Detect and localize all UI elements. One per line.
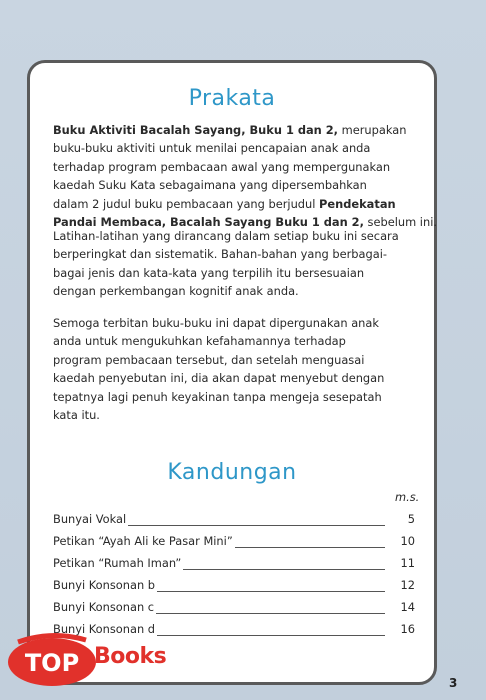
paragraph-line: terhadap program pembacaan awal yang mempergunakan (53, 159, 391, 174)
paragraph-line: anda untuk mengukuhkan kefahamannya terhadap (53, 334, 346, 349)
topbooks-logo (6, 628, 206, 688)
logo-top-text: TOP (24, 649, 80, 677)
book-title-bold: Pendekatan (319, 196, 396, 211)
prakata-heading: Prakata (188, 86, 276, 111)
page-number: 3 (449, 676, 458, 690)
prakata-paragraph-3 (53, 314, 429, 424)
book-title-bold: Buku Aktiviti Bacalah Sayang, Buku 1 dan 2, (53, 123, 339, 137)
toc-entry-title: Bunyai Vokal (53, 512, 127, 526)
table-of-contents (53, 512, 415, 644)
paragraph-line: bagai jenis dan kata-kata yang terpilih itu bersesuaian (53, 265, 365, 280)
prakata-paragraph-1 (53, 121, 437, 231)
toc-entry-page: 5 (407, 512, 415, 526)
paragraph-line: kaedah Suku Kata sebagaimana yang dipersembahkan (53, 178, 367, 193)
toc-row[interactable] (53, 556, 415, 578)
top-logo-icon (6, 628, 98, 688)
paragraph-line: tepatnya lagi penuh keyakinan tanpa mengeja sesepatah (53, 389, 382, 404)
paragraph-line: kaedah penyebutan ini, dia akan dapat menyebut dengan (53, 371, 385, 386)
paragraph-line: buku-buku aktiviti untuk menilai pencapaian anak anda (53, 141, 371, 156)
book-title-bold: Pandai Membaca, Bacalah Sayang Buku 1 dan 2, (53, 215, 364, 230)
paragraph-line: Semoga terbitan buku-buku ini dapat dipergunakan anak (53, 316, 379, 330)
paragraph-line (53, 195, 429, 213)
line-text: merupakan (338, 123, 407, 137)
line-text: dalam 2 judul buku pembacaan yang berjudul (53, 196, 320, 211)
kandungan-heading: Kandungan (167, 460, 297, 485)
toc-entry-title: Bunyi Konsonan b (53, 578, 156, 592)
paragraph-line: berperingkat dan sistematik. Bahan-bahan yang berbagai- (53, 247, 388, 262)
paragraph-line: dengan perkembangan kognitif anak anda. (53, 284, 299, 299)
toc-row[interactable] (53, 578, 415, 600)
prakata-paragraph-2 (53, 227, 429, 301)
logo-books-text: Books (94, 644, 167, 669)
toc-entry-title: Bunyi Konsonan c (53, 600, 155, 614)
toc-entry-title: Bunyi Konsonan d (53, 622, 156, 636)
toc-entry-title: Petikan “Rumah Iman” (53, 556, 182, 570)
paragraph-line: kata itu. (53, 408, 100, 423)
page-column-label: m.s. (395, 490, 420, 504)
toc-entry-page: 14 (400, 600, 415, 614)
toc-row[interactable] (53, 600, 415, 622)
paragraph-line: program pembacaan tersebut, dan setelah menguasai (53, 352, 365, 367)
toc-entry-page: 16 (400, 622, 415, 636)
paragraph-line (53, 121, 429, 139)
line-text: sebelum ini. (363, 215, 437, 230)
paragraph-line: Latihan-latihan yang dirancang dalam setiap buku ini secara (53, 229, 399, 243)
toc-entry-page: 12 (400, 578, 415, 592)
toc-entry-page: 10 (400, 534, 415, 548)
toc-row[interactable] (53, 534, 415, 556)
toc-row[interactable] (53, 512, 415, 534)
toc-entry-page: 11 (400, 556, 415, 570)
toc-entry-title: Petikan “Ayah Ali ke Pasar Mini” (53, 534, 233, 548)
